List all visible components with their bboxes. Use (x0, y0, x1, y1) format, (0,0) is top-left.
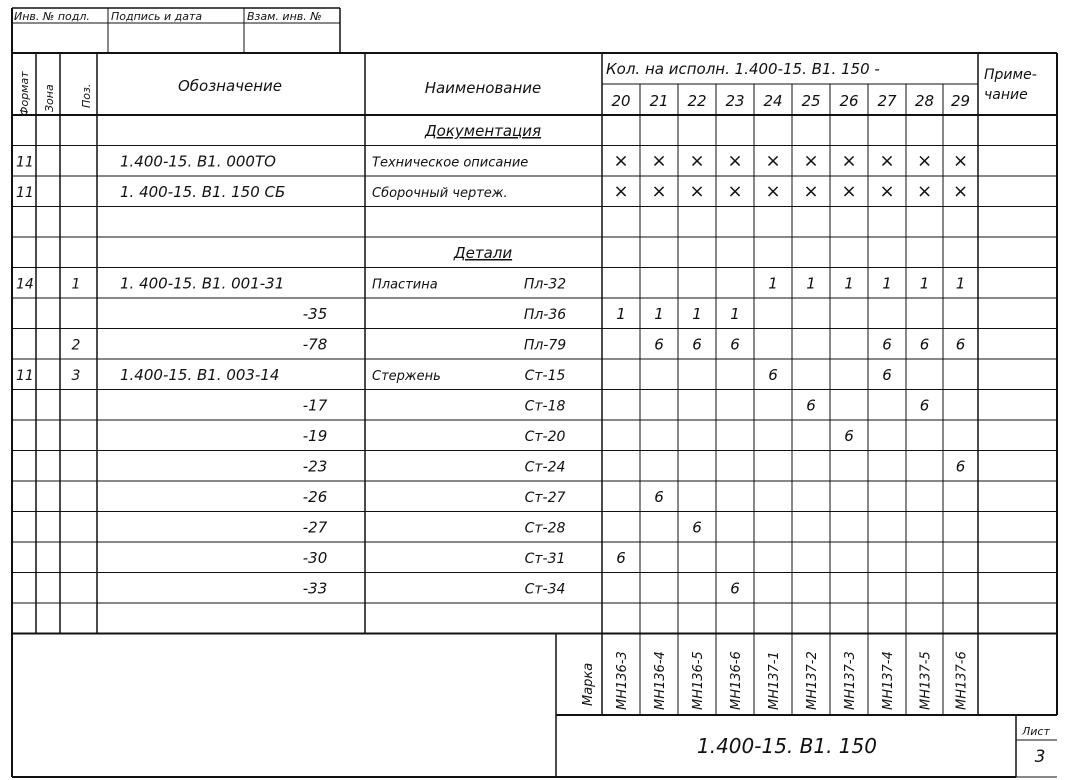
qty-cell: × (879, 150, 895, 172)
qty-cell: 6 (955, 335, 966, 354)
qty-cell: 6 (919, 335, 930, 354)
qty-cell: × (879, 181, 895, 202)
header-zona: Зона (43, 84, 56, 112)
qty-cell: × (841, 181, 857, 202)
qty-cell: × (803, 150, 819, 172)
stamp-vzam-inv: Взам. инв. № (247, 10, 322, 23)
qty-cell: 6 (616, 549, 626, 567)
qty-cell: × (689, 150, 705, 172)
section-heading: Детали (453, 244, 513, 262)
qty-cell: 6 (955, 457, 966, 476)
qty-cell: 1 (806, 274, 816, 293)
qty-cell: × (613, 150, 629, 172)
row-designation: -23 (302, 457, 328, 476)
qty-cell: 6 (768, 366, 778, 384)
header-primechanie-1: Приме- (984, 67, 1037, 83)
qty-cell: 6 (730, 579, 740, 598)
row-format: 11 (16, 154, 34, 171)
row-poz: 3 (71, 368, 81, 384)
marka-value: МН136-4 (653, 651, 668, 710)
qty-cell: 6 (692, 335, 702, 354)
qty-cell: 6 (654, 488, 664, 506)
row-poz: 1 (71, 276, 81, 293)
marka-label: Марка (581, 662, 596, 706)
row-designation: -26 (302, 488, 328, 506)
qty-cell: 1 (654, 305, 664, 323)
marka-value: МН137-1 (767, 651, 782, 710)
exec-column-27: 27 (877, 92, 897, 110)
marka-value: МН137-3 (843, 651, 858, 710)
row-designation: -30 (302, 549, 328, 567)
marka-value: МН136-6 (729, 651, 744, 710)
row-format: 11 (16, 368, 34, 384)
row-mark: Ст-31 (524, 551, 566, 567)
exec-column-21: 21 (649, 92, 669, 110)
row-mark: Пл-79 (523, 337, 567, 354)
stamp-podpis-data: Подпись и дата (111, 10, 203, 23)
row-format: 14 (16, 276, 34, 293)
row-mark: Ст-15 (524, 368, 566, 384)
document-number: 1.400-15. В1. 150 (697, 734, 877, 758)
header-kol-label: Кол. на исполн. 1.400-15. В1. 150 - (606, 60, 880, 78)
row-name: Сборочный чертеж. (372, 186, 508, 201)
qty-cell: 1 (955, 274, 966, 293)
qty-cell: 1 (919, 274, 930, 293)
exec-column-28: 28 (914, 92, 935, 110)
stamp-block (14, 10, 322, 23)
exec-column-20: 20 (611, 92, 631, 110)
qty-cell: × (841, 150, 857, 172)
marka-value: МН137-4 (881, 651, 896, 710)
stamp-inv-podl: Инв. № подл. (14, 10, 90, 23)
qty-cell: × (803, 181, 819, 202)
row-designation: -35 (302, 305, 328, 323)
row-mark: Пл-32 (523, 276, 567, 293)
exec-column-24: 24 (763, 92, 783, 110)
row-designation: 1.400-15. В1. 000ТО (120, 152, 276, 171)
section-heading: Документация (424, 122, 542, 140)
table-body (16, 122, 968, 598)
row-poz: 2 (71, 337, 81, 354)
marka-value: МН137-2 (805, 651, 820, 710)
sheet-label: Лист (1022, 725, 1050, 738)
qty-cell: × (727, 181, 743, 202)
qty-cell: 1 (882, 274, 892, 293)
marka-value: МН136-5 (691, 651, 706, 710)
row-designation: -33 (302, 579, 328, 598)
row-designation: 1. 400-15. В1. 001-31 (120, 274, 285, 293)
qty-cell: 1 (768, 274, 778, 293)
qty-cell: 6 (654, 335, 664, 354)
qty-cell: 1 (844, 274, 854, 293)
qty-cell: 6 (882, 335, 892, 354)
execution-columns (611, 92, 970, 110)
header-format: Формат (18, 71, 31, 116)
qty-cell: 6 (806, 396, 816, 415)
row-designation: 1.400-15. В1. 003-14 (120, 366, 280, 384)
header-poz: Поз. (80, 83, 93, 108)
exec-column-29: 29 (950, 92, 971, 110)
qty-cell: 6 (730, 335, 740, 354)
qty-cell: 6 (844, 427, 854, 445)
exec-column-23: 23 (725, 92, 745, 110)
qty-cell: 6 (919, 396, 930, 415)
qty-cell: × (651, 181, 667, 202)
marka-value: МН137-6 (954, 651, 970, 710)
marka-value: МН137-5 (918, 651, 934, 710)
row-mark: Ст-28 (524, 520, 566, 537)
title-block (697, 725, 1050, 767)
row-mark: Ст-27 (524, 490, 566, 506)
qty-cell: × (916, 181, 933, 202)
row-format: 11 (16, 185, 34, 201)
row-mark: Пл-36 (523, 307, 567, 323)
qty-cell: 1 (730, 305, 740, 323)
header-naimenovanie: Наименование (424, 79, 542, 97)
row-designation: -19 (302, 427, 328, 445)
qty-cell: × (765, 150, 781, 172)
qty-cell: × (651, 150, 667, 172)
row-name: Пластина (372, 277, 438, 293)
header-oboznachenie: Обозначение (177, 77, 283, 95)
qty-cell: × (727, 150, 743, 172)
marka-value: МН136-3 (615, 651, 630, 710)
row-designation: -17 (302, 396, 328, 415)
row-mark: Ст-20 (524, 429, 566, 445)
row-mark: Ст-34 (524, 581, 566, 598)
qty-cell: × (952, 150, 969, 172)
row-mark: Ст-18 (524, 398, 566, 415)
qty-cell: 1 (616, 305, 626, 323)
qty-cell: × (613, 181, 629, 202)
qty-cell: 1 (692, 305, 702, 323)
row-name: Стержень (372, 369, 441, 384)
qty-cell: × (765, 181, 781, 202)
qty-cell: × (916, 150, 933, 172)
qty-cell: 6 (882, 366, 892, 384)
row-designation: -78 (302, 335, 328, 354)
exec-column-26: 26 (839, 92, 859, 110)
sheet-number: 3 (1034, 747, 1046, 767)
exec-column-22: 22 (687, 92, 707, 110)
row-name: Техническое описание (372, 155, 529, 171)
exec-column-25: 25 (801, 92, 821, 110)
qty-cell: × (952, 181, 969, 202)
row-mark: Ст-24 (524, 459, 566, 476)
marka-row (581, 663, 596, 706)
header-primechanie-2: чание (984, 87, 1028, 103)
qty-cell: × (689, 181, 705, 202)
row-designation: 1. 400-15. В1. 150 СБ (120, 183, 286, 201)
qty-cell: 6 (692, 518, 702, 537)
row-designation: -27 (302, 518, 328, 537)
